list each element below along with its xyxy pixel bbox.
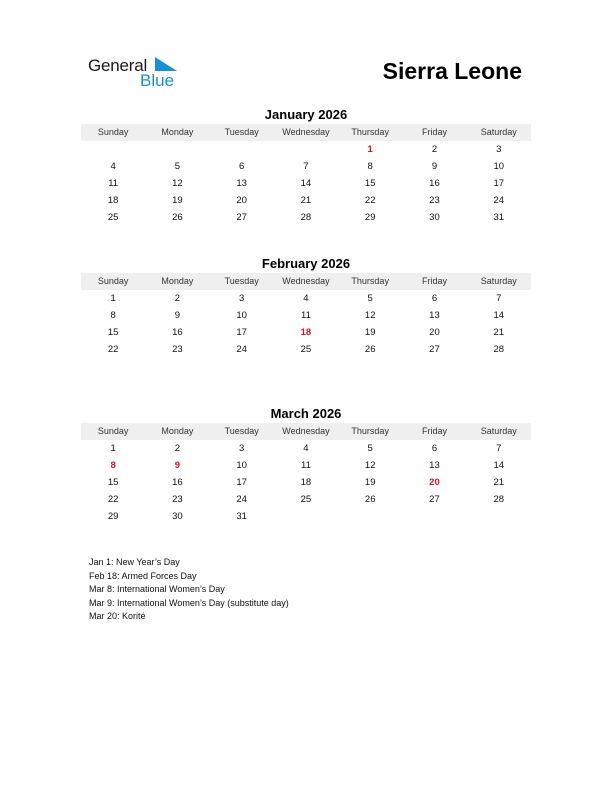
day-cell: 13 [236, 178, 247, 189]
day-cell: 27 [429, 344, 440, 355]
weekday-label: Friday [421, 276, 447, 286]
day-cell: 7 [303, 161, 309, 172]
day-cell: 18 [300, 327, 312, 338]
day-cell: 18 [300, 477, 312, 488]
weekday-label: Tuesday [224, 426, 259, 436]
day-cell: 17 [236, 477, 247, 488]
day-cell: 14 [493, 310, 505, 321]
week-row [81, 209, 531, 226]
week-row [81, 290, 531, 307]
day-cell: 2 [431, 144, 438, 155]
day-cell: 15 [364, 178, 376, 189]
day-cell: 14 [300, 178, 312, 189]
day-cell: 22 [107, 494, 119, 505]
week-row [81, 457, 531, 474]
day-cell: 24 [236, 494, 247, 505]
holiday-note: Mar 9: International Women’s Day (substitute day) [89, 597, 289, 608]
day-cell: 29 [107, 511, 119, 522]
weekday-label: Sunday [97, 426, 129, 436]
day-cell: 16 [172, 327, 183, 338]
weekday-label: Thursday [351, 127, 389, 137]
week-row [81, 508, 531, 525]
day-cell: 24 [493, 195, 505, 206]
day-cell: 8 [110, 460, 116, 471]
week-row [81, 474, 531, 491]
week-row [81, 324, 531, 341]
week-row [81, 192, 531, 209]
day-cell: 25 [107, 212, 119, 223]
weekday-label: Friday [421, 127, 447, 137]
day-cell: 31 [236, 511, 247, 522]
day-cell: 21 [493, 477, 505, 488]
day-cell: 3 [496, 144, 502, 155]
day-cell: 20 [429, 477, 440, 488]
day-cell: 26 [364, 344, 376, 355]
day-cell: 12 [172, 178, 183, 189]
day-cell: 14 [493, 460, 505, 471]
week-row [81, 141, 531, 158]
day-cell: 23 [172, 344, 183, 355]
weekday-label: Wednesday [282, 276, 330, 286]
week-row [81, 307, 531, 324]
day-cell: 3 [239, 293, 245, 304]
day-cell: 3 [239, 443, 245, 454]
weekday-header-row [81, 423, 531, 440]
day-cell: 12 [364, 310, 376, 321]
day-cell: 5 [367, 443, 373, 454]
day-cell: 26 [364, 494, 376, 505]
country-title: Sierra Leone [382, 58, 522, 84]
day-cell: 28 [493, 494, 505, 505]
day-cell: 6 [431, 443, 438, 454]
day-cell: 30 [429, 212, 440, 223]
day-cell: 21 [493, 327, 505, 338]
holiday-note: Mar 8: International Women’s Day [89, 584, 225, 594]
week-row [81, 440, 531, 457]
day-cell: 1 [110, 293, 116, 304]
day-cell: 8 [367, 161, 373, 172]
holiday-note: Feb 18: Armed Forces Day [89, 570, 197, 581]
day-cell: 17 [236, 327, 247, 338]
weekday-header-row [81, 124, 531, 141]
day-cell: 28 [300, 212, 312, 223]
weekday-header-row [81, 273, 531, 290]
day-cell [274, 508, 338, 525]
weekday-label: Wednesday [282, 127, 330, 137]
day-cell: 22 [364, 195, 376, 206]
day-cell [81, 141, 145, 158]
day-cell: 2 [174, 443, 181, 454]
day-cell: 29 [364, 212, 376, 223]
day-cell: 12 [364, 460, 376, 471]
holiday-note: Mar 20: Korité [89, 611, 146, 621]
day-cell [467, 508, 531, 525]
weekday-label: Wednesday [282, 426, 330, 436]
day-cell: 19 [364, 477, 376, 488]
month-title: February 2026 [261, 256, 351, 271]
weekday-label: Thursday [351, 276, 389, 286]
day-cell: 16 [429, 178, 440, 189]
logo-general-text: General [88, 56, 148, 75]
weekday-label: Thursday [351, 426, 389, 436]
day-cell: 8 [110, 310, 116, 321]
day-cell: 11 [300, 310, 311, 321]
weekday-label: Monday [161, 426, 194, 436]
day-cell: 10 [236, 310, 247, 321]
day-cell: 25 [300, 494, 312, 505]
day-cell: 6 [239, 161, 245, 172]
day-cell: 1 [367, 144, 373, 155]
day-cell [145, 141, 209, 158]
month-calendar [81, 405, 531, 525]
weekday-label: Saturday [480, 127, 517, 137]
day-cell: 5 [174, 161, 181, 172]
day-cell: 26 [172, 212, 183, 223]
day-cell: 28 [493, 344, 505, 355]
day-cell: 9 [431, 161, 438, 172]
day-cell: 27 [236, 212, 247, 223]
day-cell: 24 [236, 344, 247, 355]
day-cell: 20 [429, 327, 440, 338]
generalblue-logo [88, 56, 188, 92]
day-cell: 31 [493, 212, 505, 223]
day-cell [402, 508, 466, 525]
day-cell: 4 [303, 293, 309, 304]
day-cell: 9 [174, 460, 181, 471]
logo-blue-text: Blue [140, 71, 175, 90]
day-cell: 25 [300, 344, 312, 355]
day-cell: 19 [364, 327, 376, 338]
day-cell: 11 [108, 178, 119, 189]
weekday-label: Sunday [97, 276, 129, 286]
day-cell: 11 [300, 460, 311, 471]
day-cell: 7 [496, 293, 502, 304]
day-cell [338, 508, 402, 525]
day-cell: 20 [236, 195, 247, 206]
day-cell [210, 141, 274, 158]
day-cell: 30 [172, 511, 183, 522]
month-calendar [81, 106, 531, 226]
day-cell: 18 [107, 195, 119, 206]
week-row [81, 158, 531, 175]
month-title: March 2026 [270, 406, 342, 421]
day-cell: 13 [429, 460, 440, 471]
day-cell: 21 [300, 195, 312, 206]
day-cell: 13 [429, 310, 440, 321]
day-cell: 19 [172, 195, 183, 206]
day-cell: 5 [367, 293, 373, 304]
day-cell: 15 [107, 327, 119, 338]
day-cell: 23 [429, 195, 440, 206]
day-cell: 17 [493, 178, 505, 189]
holiday-notes [89, 556, 289, 624]
week-row [81, 491, 531, 508]
month-title: January 2026 [264, 107, 348, 122]
day-cell: 7 [496, 443, 502, 454]
week-row [81, 341, 531, 358]
day-cell: 2 [174, 293, 181, 304]
day-cell: 22 [107, 344, 119, 355]
holiday-note: Jan 1: New Year’s Day [89, 557, 180, 567]
day-cell: 10 [236, 460, 247, 471]
day-cell: 16 [172, 477, 183, 488]
weekday-label: Saturday [480, 276, 517, 286]
day-cell: 15 [107, 477, 119, 488]
day-cell: 4 [303, 443, 309, 454]
weekday-label: Saturday [480, 426, 517, 436]
weekday-label: Friday [421, 426, 447, 436]
day-cell: 27 [429, 494, 440, 505]
weekday-label: Tuesday [224, 127, 259, 137]
weekday-label: Monday [161, 276, 194, 286]
month-calendar [81, 255, 531, 358]
day-cell: 10 [493, 161, 505, 172]
day-cell: 23 [172, 494, 183, 505]
day-cell [274, 141, 338, 158]
weekday-label: Monday [161, 127, 194, 137]
week-row [81, 175, 531, 192]
weekday-label: Tuesday [224, 276, 259, 286]
day-cell: 9 [174, 310, 181, 321]
weekday-label: Sunday [97, 127, 129, 137]
day-cell: 1 [110, 443, 116, 454]
day-cell: 6 [431, 293, 438, 304]
day-cell: 4 [110, 161, 116, 172]
